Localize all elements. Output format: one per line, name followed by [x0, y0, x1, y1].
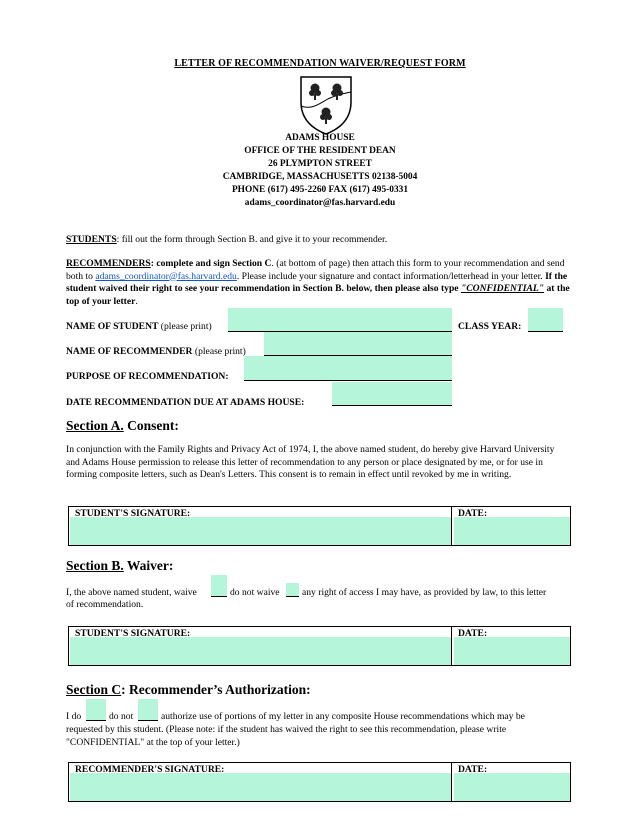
waiver-text-middle: do not waive: [230, 587, 280, 598]
class-year-line: [528, 331, 563, 332]
waiver-text-continued: of recommendation.: [66, 599, 144, 610]
purpose-label: PURPOSE OF RECOMMENDATION:: [66, 371, 229, 382]
students-label: STUDENTS: [66, 234, 117, 245]
students-instructions: [66, 234, 578, 247]
adams-house-crest-icon: [297, 74, 355, 136]
student-signature-label-b: STUDENT'S SIGNATURE:: [75, 628, 191, 639]
recommender-name-label: NAME OF RECOMMENDER (please print): [66, 346, 246, 357]
student-signature-input-b[interactable]: [70, 637, 451, 665]
recommenders-bold-text: : complete and sign Section C: [150, 258, 272, 269]
waive-line: [211, 596, 227, 597]
waiver-text-end: any right of access I may have, as provided by law, to this letter: [302, 587, 547, 598]
student-signature-label-a: STUDENT'S SIGNATURE:: [75, 508, 191, 519]
date-input-b[interactable]: [454, 637, 570, 665]
class-year-input[interactable]: [528, 308, 563, 332]
i-do-not-line: [138, 720, 158, 721]
address-line: CAMBRIDGE, MASSACHUSETTS 02138-5004: [222, 172, 418, 182]
student-name-label: NAME OF STUDENT (please print): [66, 321, 212, 332]
recommenders-text-2: . Please include your signature and contact information/letterhead in your letter.: [236, 270, 546, 282]
date-label-c: DATE:: [458, 764, 488, 775]
authorization-text-end: authorize use of portions of my letter in any composite House recommendations which may be: [161, 711, 525, 722]
address-line: 26 PLYMPTON STREET: [268, 159, 372, 169]
date-input-a[interactable]: [454, 517, 570, 545]
coordinator-email-link[interactable]: adams_coordinator@fas.harvard.edu: [95, 270, 237, 282]
address-line: ADAMS HOUSE: [285, 133, 355, 143]
do-not-waive-line: [286, 596, 299, 597]
class-year-label: CLASS YEAR:: [458, 321, 522, 332]
box-divider: [451, 506, 452, 546]
student-name-input[interactable]: [228, 308, 452, 332]
waiver-note: If the student waived their right to see your recommendation in Section B. below, then please also type: [66, 270, 568, 294]
due-date-label: DATE RECOMMENDATION DUE AT ADAMS HOUSE:: [66, 397, 305, 408]
i-do-not-checkbox[interactable]: [138, 699, 158, 721]
address-line: PHONE (617) 495-2260 FAX (617) 495-0331: [231, 185, 409, 195]
authorization-text-middle: do not: [109, 711, 134, 722]
student-signature-input-a[interactable]: [70, 517, 451, 545]
due-date-line: [332, 405, 452, 406]
i-do-checkbox[interactable]: [86, 699, 106, 721]
due-date-input[interactable]: [332, 382, 452, 406]
box-divider: [451, 626, 452, 666]
address-email: adams_coordinator@fas.harvard.edu: [244, 198, 396, 208]
address-line: OFFICE OF THE RESIDENT DEAN: [244, 146, 396, 156]
section-a-consent-text: In conjunction with the Family Rights and Privacy Act of 1974, I, the above named student, do hereby give Harvard University and Adams House permission to release this letter of recommendation to any person or place designated by me, or for use in forming composite letters, such as Dean's Letters. This consent is to remain in effect until revoked by me in writing.: [66, 444, 555, 480]
recommender-signature-input[interactable]: [70, 773, 451, 801]
recommender-signature-label: RECOMMENDER'S SIGNATURE:: [75, 764, 225, 775]
recommenders-instructions: RECOMMENDERS: complete and sign Section C. (at bottom of page) then attach this form to your recommendation and send both to adams_coordinator@fas.harvard.edu. Please include your signature and contact information/letterhead in your letter. If the student waived their right to see your recommendation in Section B. below, then please also type "CONFIDENTIAL" at the top of your letter.: [66, 258, 570, 307]
recommender-name-line: [264, 355, 452, 356]
date-input-c[interactable]: [454, 773, 570, 801]
recommenders-label: RECOMMENDERS: [66, 258, 151, 269]
box-divider: [451, 762, 452, 802]
confidential-text: "CONFIDENTIAL": [460, 283, 545, 294]
authorization-text-start: I do: [66, 711, 82, 722]
authorization-note: requested by this student. (Please note: if the student has waived the right to see this recommendation, please write "CONFIDENTIAL" at the top of your letter.): [66, 724, 507, 748]
office-address: [0, 132, 640, 210]
section-c-heading: Section C: Recommender’s Authorization:: [66, 682, 311, 697]
recommender-name-input[interactable]: [264, 332, 452, 356]
purpose-input[interactable]: [244, 356, 452, 380]
section-b-heading: Section B. Waiver:: [66, 558, 174, 573]
at-top-text: at the top of your letter: [66, 283, 570, 307]
i-do-line: [86, 720, 106, 721]
date-label-b: DATE:: [458, 628, 488, 639]
student-name-line: [228, 331, 452, 332]
waive-checkbox[interactable]: [211, 575, 227, 597]
students-text: : fill out the form through Section B. and give it to your recommender.: [116, 234, 388, 245]
purpose-line: [244, 380, 452, 381]
date-label-a: DATE:: [458, 508, 488, 519]
section-a-heading: Section A. Consent:: [66, 418, 179, 433]
form-title: LETTER OF RECOMMENDATION WAIVER/REQUEST FORM: [174, 58, 466, 69]
waiver-text-start: I, the above named student, waive: [66, 587, 197, 598]
do-not-waive-checkbox[interactable]: [286, 583, 299, 597]
recommenders-text: . (at bottom of page) then attach this form to your recommendation and send both to: [66, 258, 565, 282]
